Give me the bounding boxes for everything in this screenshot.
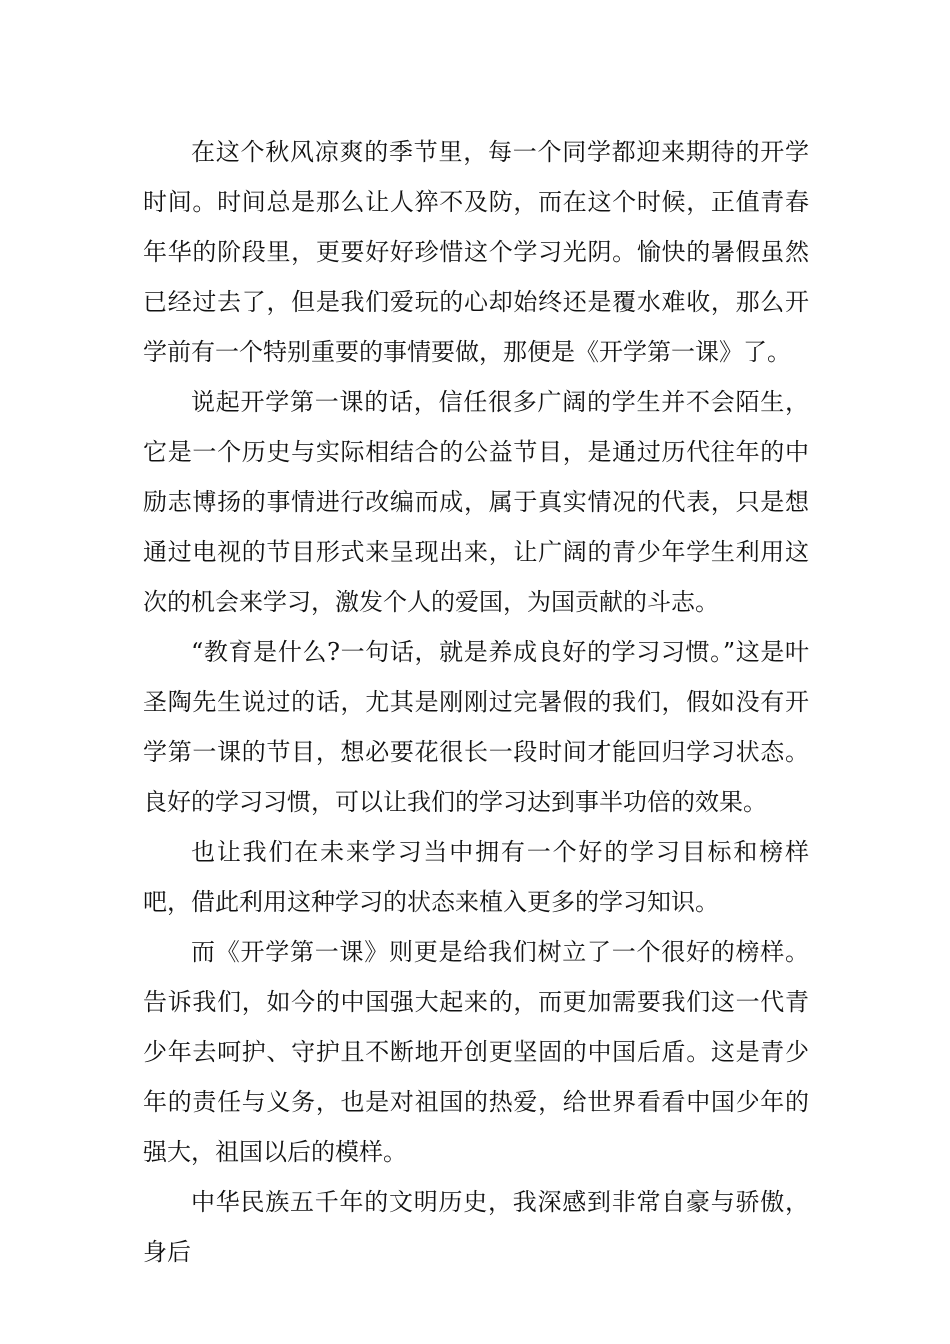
document-body <box>143 127 809 1277</box>
paragraph-5: 而《开学第一课》则更是给我们树立了一个很好的榜样。告诉我们，如今的中国强大起来的，而更加需要我们这一代青少年去呵护、守护且不断地开创更坚固的中国后盾。这是青少年的责任与义务，也是对祖国的热爱，给世界看看中国少年的强大，祖国以后的模样。 <box>143 938 809 1166</box>
paragraph-6: 中华民族五千年的文明历史，我深感到非常自豪与骄傲，身后 <box>143 1188 809 1266</box>
paragraph-3: “教育是什么?一句话，就是养成良好的学习习惯。”这是叶圣陶先生说过的话，尤其是刚刚过完暑假的我们，假如没有开学第一课的节目，想必要花很长一段时间才能回归学习状态。良好的学习习惯，可以让我们的学习达到事半功倍的效果。 <box>143 638 809 816</box>
paragraph-4: 也让我们在未来学习当中拥有一个好的学习目标和榜样吧，借此利用这种学习的状态来植入更多的学习知识。 <box>143 838 809 916</box>
paragraph-1: 在这个秋风凉爽的季节里，每一个同学都迎来期待的开学时间。时间总是那么让人猝不及防，而在这个时候，正值青春年华的阶段里，更要好好珍惜这个学习光阴。愉快的暑假虽然已经过去了，但是我们爱玩的心却始终还是覆水难收，那么开学前有一个特别重要的事情要做，那便是《开学第一课》了。 <box>143 138 809 366</box>
paragraph-2: 说起开学第一课的话，信任很多广阔的学生并不会陌生，它是一个历史与实际相结合的公益节目，是通过历代往年的中励志博扬的事情进行改编而成，属于真实情况的代表，只是想通过电视的节目形式来呈现出来，让广阔的青少年学生利用这次的机会来学习，激发个人的爱国，为国贡献的斗志。 <box>143 388 809 616</box>
